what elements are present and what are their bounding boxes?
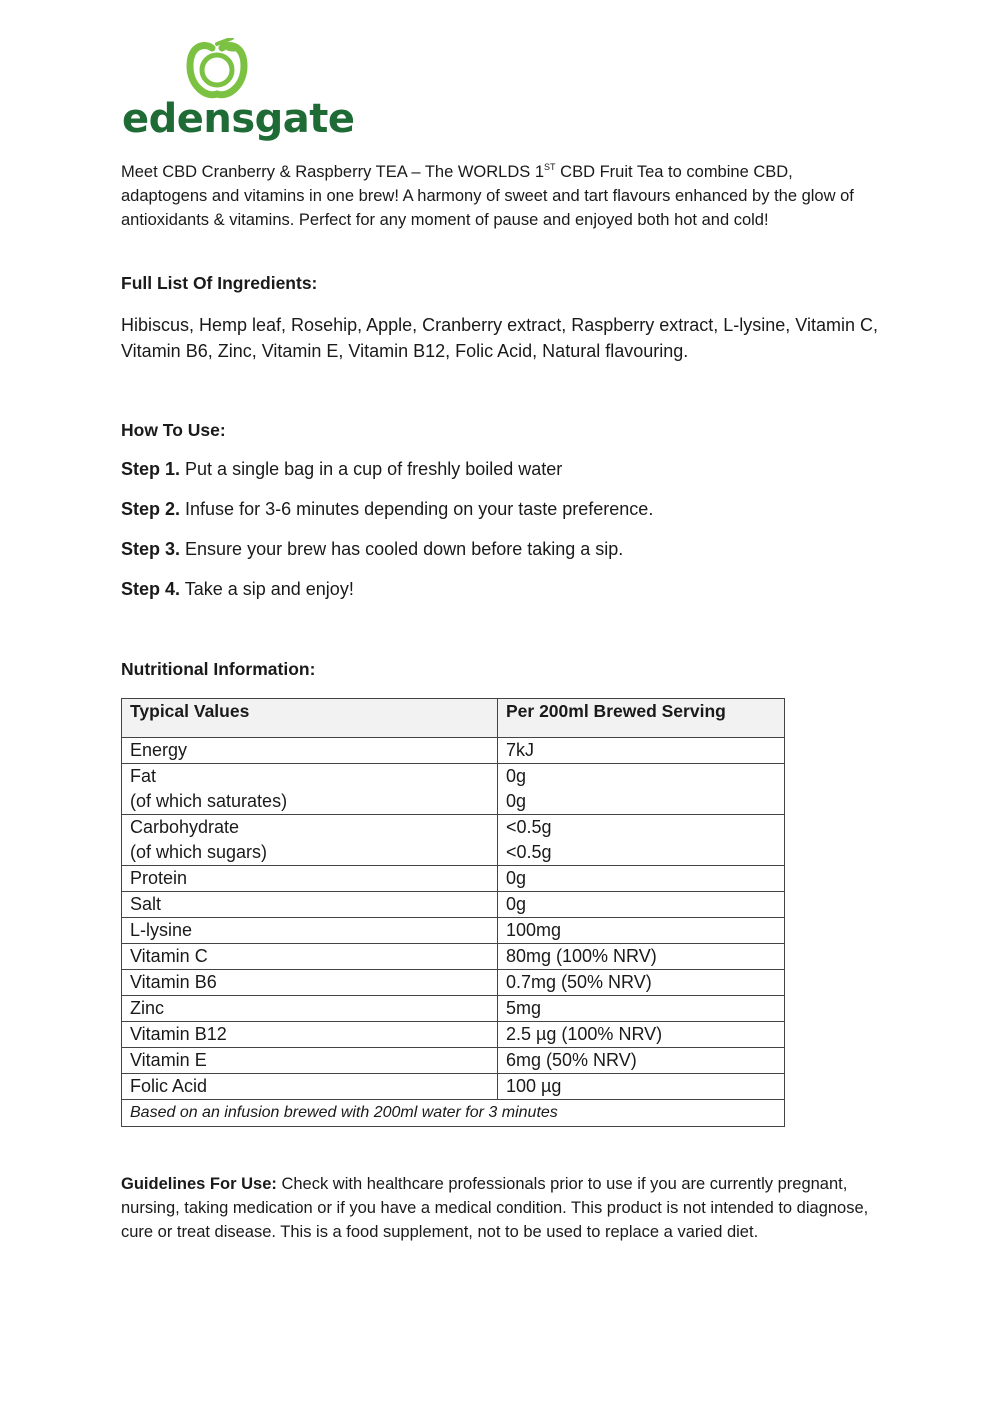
step-text: Infuse for 3-6 minutes depending on your taste preference. (180, 499, 654, 519)
table-row (122, 764, 785, 815)
nutrient-value: 100mg (506, 920, 562, 940)
nutrient-name: Carbohydrate (130, 817, 240, 837)
intro-text-end: CBD Fruit Tea to combine CBD, adaptogens and vitamins in one brew! A harmony of sweet and tart flavours enhanced by the glow of antioxidants & vitamins. Perfect for any moment of pause and enjoyed both hot and cold! (121, 163, 854, 229)
intro-superscript: ST (544, 162, 556, 172)
nutrient-name: Salt (130, 894, 162, 914)
nutrient-subname: (of which saturates) (130, 791, 288, 811)
nutrient-value: 100 µg (506, 1076, 562, 1096)
nutrition-heading: Nutritional Information: (121, 659, 316, 679)
table-row (122, 1022, 785, 1048)
nutrient-name: Vitamin C (130, 946, 208, 966)
step-label: Step 4. (121, 579, 181, 599)
step-label: Step 1. (121, 459, 181, 479)
step-4 (121, 579, 354, 600)
table-row (122, 815, 785, 866)
step-2 (121, 499, 653, 520)
nutrient-value: 80mg (100% NRV) (506, 946, 657, 966)
intro-paragraph (121, 160, 881, 232)
table-row (122, 996, 785, 1022)
nutrition-table (121, 698, 785, 1127)
nutrient-subname: (of which sugars) (130, 842, 268, 862)
nutrient-value: 6mg (50% NRV) (506, 1050, 637, 1070)
step-3 (121, 539, 623, 560)
step-label: Step 3. (121, 539, 181, 559)
guidelines-label: Guidelines For Use: (121, 1175, 277, 1193)
step-1 (121, 459, 562, 480)
nutrient-name: Energy (130, 740, 188, 760)
nutrient-name: Vitamin E (130, 1050, 207, 1070)
nutrient-name: Zinc (130, 998, 165, 1018)
table-row (122, 738, 785, 764)
nutrient-value: 7kJ (506, 740, 535, 760)
nutrient-name: Vitamin B12 (130, 1024, 227, 1044)
guidelines-text: Check with healthcare professionals prior to use if you are currently pregnant, nursing, taking medication or if you have a medical condition. This product is not intended to diagnose, cure or treat disease. This is a food supplement, not to be used to replace a varied diet. (121, 1175, 869, 1241)
nutrient-name: Folic Acid (130, 1076, 208, 1096)
table-header-row (122, 699, 785, 738)
step-label: Step 2. (121, 499, 181, 519)
nutrient-value: 2.5 µg (100% NRV) (506, 1024, 663, 1044)
nutrient-value: 0g (506, 766, 527, 786)
table-row (122, 1048, 785, 1074)
table-row (122, 918, 785, 944)
step-text: Ensure your brew has cooled down before taking a sip. (180, 539, 624, 559)
step-text: Put a single bag in a cup of freshly boiled water (180, 459, 563, 479)
nutrient-name: Vitamin B6 (130, 972, 217, 992)
table-row (122, 944, 785, 970)
nutrient-value: 0.7mg (50% NRV) (506, 972, 652, 992)
ingredients-heading: Full List Of Ingredients: (121, 273, 318, 293)
nutrient-value: 5mg (506, 998, 542, 1018)
logo-wordmark: edensgate (122, 96, 355, 142)
step-text: Take a sip and enjoy! (180, 579, 354, 599)
apple-icon (182, 38, 252, 102)
nutrient-name: L-lysine (130, 920, 193, 940)
nutrient-value: <0.5g (506, 817, 552, 837)
how-to-use-heading: How To Use: (121, 420, 226, 440)
nutrient-value: 0g (506, 894, 527, 914)
table-footnote: Based on an infusion brewed with 200ml water for 3 minutes (122, 1100, 785, 1127)
header-per-serving: Per 200ml Brewed Serving (498, 699, 785, 738)
edensgate-logo (122, 38, 355, 142)
nutrient-name: Protein (130, 868, 188, 888)
table-row (122, 970, 785, 996)
table-row (122, 1074, 785, 1100)
nutrient-name: Fat (130, 766, 157, 786)
ingredients-list: Hibiscus, Hemp leaf, Rosehip, Apple, Cranberry extract, Raspberry extract, L-lysine, Vitamin C, Vitamin B6, Zinc, Vitamin E, Vitamin B12, Folic Acid, Natural flavouring. (121, 315, 878, 361)
table-row (122, 866, 785, 892)
intro-text-start: Meet CBD Cranberry & Raspberry TEA – The WORLDS 1 (121, 163, 545, 181)
table-row (122, 892, 785, 918)
nutrient-subvalue: 0g (506, 791, 527, 811)
table-footnote-row (122, 1100, 785, 1127)
nutrient-value: 0g (506, 868, 527, 888)
guidelines-paragraph (121, 1172, 881, 1244)
nutrient-subvalue: <0.5g (506, 842, 552, 862)
header-typical-values: Typical Values (122, 699, 498, 738)
